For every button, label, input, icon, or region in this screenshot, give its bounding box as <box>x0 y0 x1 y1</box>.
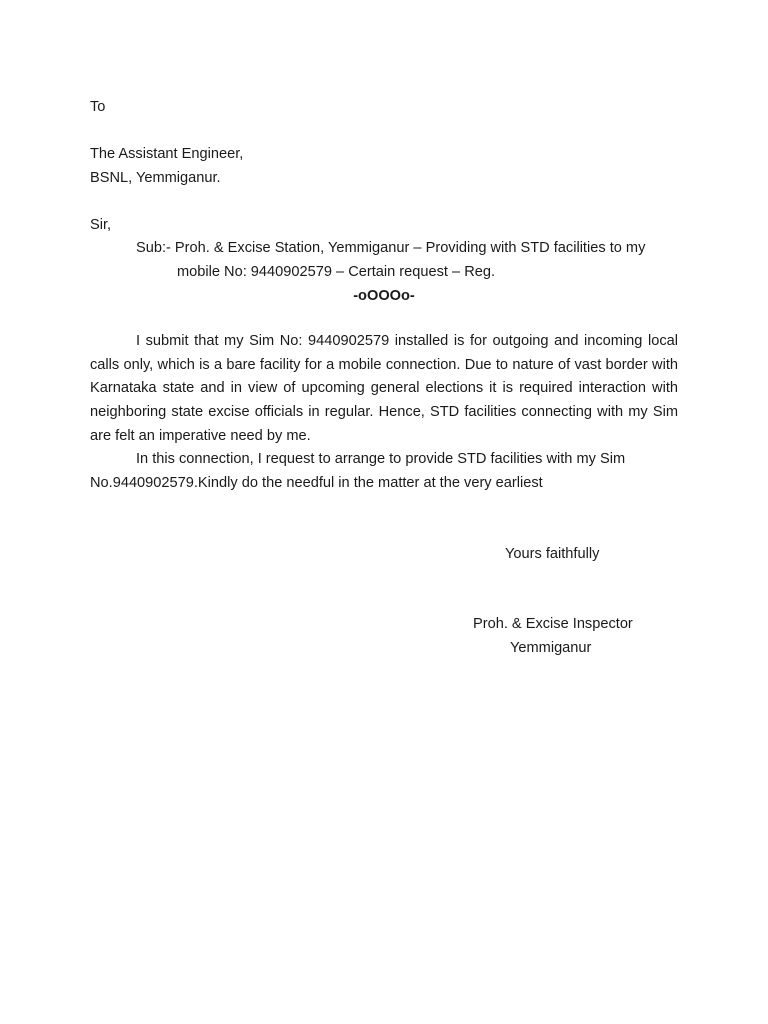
body-paragraph-1: I submit that my Sim No: 9440902579 installed is for outgoing and incoming local calls only, which is a bare facility for a mobile connection. Due to nature of vast border with Karnataka state and in view of upcoming general elections it is required interaction with neighboring state excise officials in regular. Hence, STD facilities connecting with my Sim are felt an imperative need by me. <box>90 333 678 444</box>
recipient-line-2: BSNL, Yemmiganur. <box>90 170 221 186</box>
closing: Yours faithfully <box>505 546 600 562</box>
recipient-line-1: The Assistant Engineer, <box>90 146 244 162</box>
subject-line-1: Sub:- Proh. & Excise Station, Yemmiganur – Providing with STD facilities to my <box>136 240 646 256</box>
signature-place: Yemmiganur <box>510 640 592 656</box>
signature-title: Proh. & Excise Inspector <box>473 616 633 632</box>
body-paragraph-2: In this connection, I request to arrange to provide STD facilities with my Sim No.9440902579.Kindly do the needful in the matter at the very earliest <box>90 451 626 491</box>
greeting: Sir, <box>90 217 112 233</box>
to-label: To <box>90 99 106 115</box>
separator-mark: -oOOOo- <box>353 288 415 304</box>
subject-line-2: mobile No: 9440902579 – Certain request – Reg. <box>177 264 496 280</box>
